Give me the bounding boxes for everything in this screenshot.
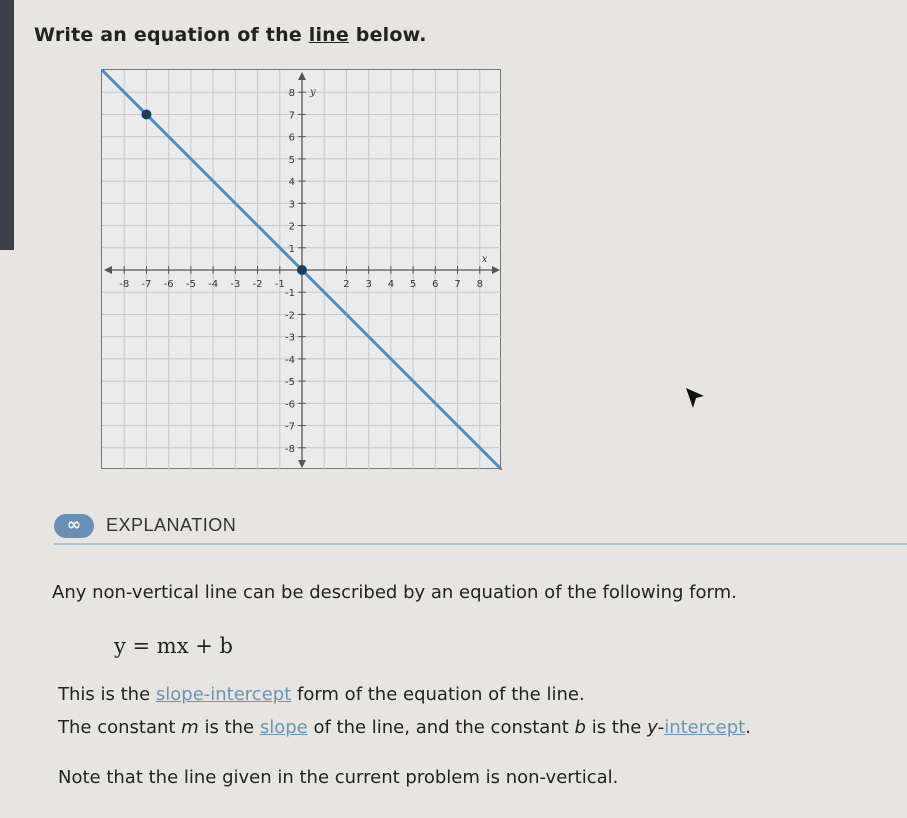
explanation-paragraph-3 [58, 717, 751, 738]
y-tick-label: -5 [285, 377, 295, 389]
y-tick-label: 8 [288, 88, 295, 100]
x-tick-label: 8 [476, 279, 483, 290]
var-y: y [647, 717, 658, 738]
y-tick-label: -3 [285, 332, 295, 344]
x-tick-label: -6 [163, 279, 174, 290]
y-tick-label: -7 [285, 421, 295, 433]
text-span: The constant [58, 717, 182, 738]
x-tick-label: 5 [409, 279, 417, 290]
y-tick-label: -1 [285, 288, 295, 300]
var-b: b [574, 717, 586, 738]
text-span: form of the equation of the line. [291, 684, 585, 705]
y-tick-label: -6 [285, 399, 295, 411]
explanation-note: Note that the line given in the current problem is non-vertical. [58, 767, 619, 788]
coordinate-graph [101, 69, 501, 469]
y-tick-label: 5 [288, 154, 295, 166]
intercept-link[interactable]: intercept [664, 717, 746, 738]
y-tick-label: -4 [285, 354, 295, 366]
explanation-label: EXPLANATION [106, 515, 237, 535]
x-tick-label: 7 [454, 279, 461, 290]
line-point [297, 265, 307, 275]
y-axis-arrow-up [298, 72, 306, 80]
explanation-header[interactable] [54, 510, 907, 542]
x-axis-label: x [481, 254, 488, 265]
x-tick-label: 6 [432, 279, 439, 290]
x-tick-label: -8 [119, 279, 130, 290]
x-tick-label: 3 [365, 279, 372, 290]
x-tick-label: -2 [252, 279, 263, 290]
y-tick-label: 4 [288, 177, 295, 189]
text-span: - [657, 717, 665, 738]
line-point [141, 109, 151, 119]
window-edge-strip [0, 0, 14, 250]
x-tick-label: -1 [274, 279, 285, 290]
x-tick-label: -4 [208, 279, 219, 290]
y-axis-label: y [310, 87, 316, 99]
problem-title [34, 24, 427, 46]
slope-link[interactable]: slope [259, 717, 308, 738]
y-axis-arrow-down [298, 460, 306, 468]
y-tick-label: 2 [288, 221, 295, 233]
x-axis-arrow-right [492, 266, 500, 274]
x-tick-label: -5 [185, 279, 196, 290]
x-tick-label: -3 [230, 279, 241, 290]
slope-intercept-equation: y = mx + b [114, 634, 233, 658]
explanation-paragraph-2 [58, 684, 585, 705]
y-tick-label: 3 [288, 199, 295, 211]
slope-intercept-link[interactable]: slope-intercept [155, 684, 292, 705]
divider [54, 543, 907, 545]
y-tick-label: 1 [288, 243, 295, 255]
var-m: m [181, 717, 199, 738]
x-tick-label: 4 [387, 279, 395, 290]
line-glossary-link[interactable]: line [308, 24, 349, 46]
mouse-cursor-icon [684, 386, 708, 412]
text-span: is the [585, 717, 648, 738]
infinity-icon: ∞ [54, 514, 94, 538]
graph-canvas [102, 70, 502, 470]
title-text-end: below. [348, 24, 427, 46]
title-text: Write an equation of the [34, 24, 309, 46]
text-span: of the line, and the constant [307, 717, 575, 738]
text-span: This is the [58, 684, 156, 705]
x-tick-label: 2 [343, 279, 350, 290]
x-tick-label: -7 [141, 279, 152, 290]
x-axis-arrow-left [104, 266, 112, 274]
text-span: is the [198, 717, 260, 738]
y-tick-label: 6 [288, 132, 295, 144]
explanation-intro: Any non-vertical line can be described by an equation of the following form. [52, 582, 737, 603]
y-tick-label: -8 [285, 443, 295, 455]
y-tick-label: -2 [285, 310, 295, 322]
y-tick-label: 7 [288, 110, 295, 122]
text-span: . [745, 717, 751, 738]
